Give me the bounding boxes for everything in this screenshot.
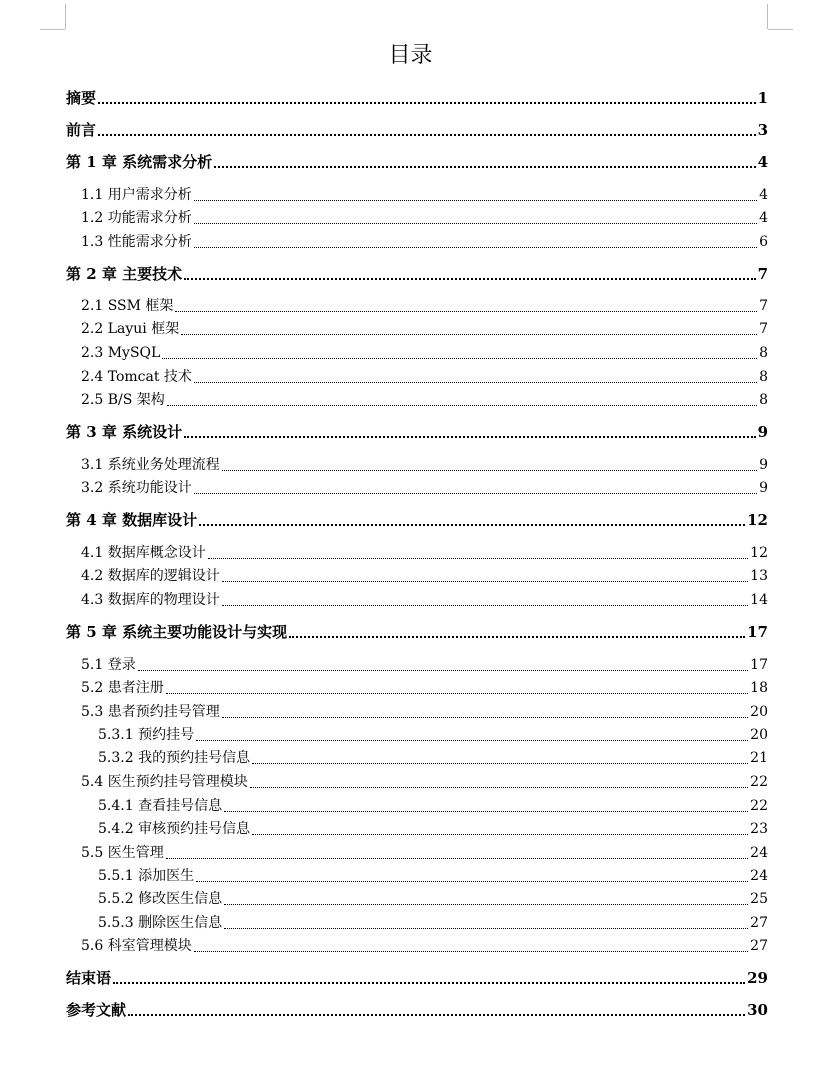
toc-page-number: 1	[757, 89, 768, 107]
toc-entry[interactable]	[66, 88, 768, 108]
toc-page-number: 9	[757, 423, 768, 441]
toc-page-number: 30	[747, 1001, 768, 1019]
toc-page-number: 29	[747, 969, 768, 987]
toc-entry-label: 4.3 数据库的物理设计	[81, 592, 220, 608]
toc-entry-label: 5.4.1 查看挂号信息	[98, 798, 223, 814]
toc-page-number: 4	[759, 210, 768, 226]
toc-dot-leader	[194, 493, 757, 494]
toc-entry-label: 参考文献	[66, 1001, 127, 1019]
toc-entry-label: 4.2 数据库的逻辑设计	[81, 568, 220, 584]
toc-entry[interactable]	[66, 390, 768, 410]
toc-dot-leader	[199, 524, 745, 526]
toc-page-number: 22	[750, 774, 768, 790]
toc-page-number: 20	[750, 704, 768, 720]
toc-page-number: 24	[750, 845, 768, 861]
toc-entry[interactable]	[66, 478, 768, 498]
toc-entry[interactable]	[66, 866, 768, 886]
toc-dot-leader	[250, 787, 748, 788]
toc-entry-label: 2.4 Tomcat 技术	[81, 369, 192, 385]
toc-page-number: 17	[750, 657, 768, 673]
toc-entry-label: 3.1 系统业务处理流程	[81, 457, 220, 473]
toc-entry-label: 5.3 患者预约挂号管理	[81, 704, 220, 720]
toc-page-number: 9	[759, 480, 768, 496]
toc-dot-leader	[222, 717, 748, 718]
toc-page-number: 17	[747, 623, 768, 641]
toc-dot-leader	[222, 581, 748, 582]
toc-entry-label: 前言	[66, 121, 97, 139]
toc-dot-leader	[194, 951, 748, 952]
toc-entry[interactable]	[66, 120, 768, 140]
toc-entry[interactable]	[66, 264, 768, 284]
toc-entry[interactable]	[66, 367, 768, 387]
toc-entry-label: 5.2 患者注册	[81, 680, 164, 696]
toc-entry[interactable]	[66, 296, 768, 316]
toc-page-number: 4	[759, 187, 768, 203]
toc-entry[interactable]	[66, 185, 768, 205]
toc-page-number: 27	[750, 938, 768, 954]
crop-mark-top-left-vertical	[65, 4, 66, 29]
toc-dot-leader	[166, 693, 748, 694]
toc-entry-label: 5.6 科室管理模块	[81, 938, 192, 954]
toc-dot-leader	[194, 382, 757, 383]
toc-page-number: 3	[757, 121, 768, 139]
toc-dot-leader	[181, 334, 757, 335]
toc-dot-leader	[138, 670, 748, 671]
toc-page-number: 13	[750, 568, 768, 584]
toc-page-number: 6	[759, 234, 768, 250]
toc-page-number: 27	[750, 915, 768, 931]
toc-entry-label: 5.5.2 修改医生信息	[98, 891, 223, 907]
toc-entry[interactable]	[66, 232, 768, 252]
toc-entry-label: 4.1 数据库概念设计	[81, 545, 206, 561]
toc-entry-label: 5.1 登录	[81, 657, 136, 673]
toc-page-number: 20	[750, 727, 768, 743]
toc-entry[interactable]	[66, 1000, 768, 1020]
toc-dot-leader	[175, 311, 757, 312]
toc-entry[interactable]	[66, 968, 768, 988]
toc-entry-label: 5.4.2 审核预约挂号信息	[98, 821, 251, 837]
toc-entry[interactable]	[66, 622, 768, 642]
toc-entry-label: 5.3.2 我的预约挂号信息	[98, 750, 251, 766]
toc-entry-label: 3.2 系统功能设计	[81, 480, 192, 496]
toc-dot-leader	[98, 102, 756, 104]
toc-entry[interactable]	[66, 343, 768, 363]
toc-entry[interactable]	[66, 819, 768, 839]
toc-dot-leader	[194, 247, 757, 248]
toc-dot-leader	[162, 358, 757, 359]
toc-dot-leader	[194, 223, 757, 224]
toc-entry[interactable]	[66, 702, 768, 722]
page-title: 目录	[388, 43, 433, 68]
toc-entry-label: 1.3 性能需求分析	[81, 234, 192, 250]
toc-entry[interactable]	[66, 510, 768, 530]
crop-mark-top-right-vertical	[767, 4, 768, 29]
toc-entry-label: 2.3 MySQL	[81, 345, 161, 361]
toc-dot-leader	[184, 278, 755, 280]
toc-entry-label: 第 3 章 系统设计	[66, 423, 183, 441]
toc-entry-label: 1.1 用户需求分析	[81, 187, 192, 203]
toc-dot-leader	[196, 881, 748, 882]
toc-page-number: 8	[759, 369, 768, 385]
toc-dot-leader	[252, 763, 748, 764]
toc-dot-leader	[222, 605, 748, 606]
toc-entry-label: 2.2 Layui 框架	[81, 321, 180, 337]
toc-dot-leader	[196, 740, 748, 741]
toc-entry[interactable]	[66, 843, 768, 863]
toc-entry[interactable]	[66, 725, 768, 745]
toc-entry[interactable]	[66, 936, 768, 956]
toc-entry[interactable]	[66, 772, 768, 792]
toc-page-number: 24	[750, 868, 768, 884]
toc-entry[interactable]	[66, 152, 768, 172]
toc-entry-label: 第 2 章 主要技术	[66, 265, 183, 283]
toc-entry-label: 5.3.1 预约挂号	[98, 727, 195, 743]
toc-dot-leader	[98, 134, 756, 136]
toc-entry-label: 2.5 B/S 架构	[81, 392, 165, 408]
toc-entry[interactable]	[66, 566, 768, 586]
toc-dot-leader	[184, 436, 755, 438]
toc-entry[interactable]	[66, 543, 768, 563]
toc-dot-leader	[224, 904, 748, 905]
toc-entry[interactable]	[66, 590, 768, 610]
toc-dot-leader	[128, 1014, 745, 1016]
toc-page-number: 12	[747, 511, 768, 529]
toc-page-number: 4	[757, 153, 768, 171]
toc-entry-label: 第 5 章 系统主要功能设计与实现	[66, 623, 288, 641]
toc-entry[interactable]	[66, 748, 768, 768]
toc-entry-label: 1.2 功能需求分析	[81, 210, 192, 226]
toc-entry[interactable]	[66, 208, 768, 228]
crop-mark-top-right-horizontal	[768, 29, 793, 30]
toc-entry-label: 5.5 医生管理	[81, 845, 164, 861]
toc-page-number: 9	[759, 457, 768, 473]
toc-page-number: 18	[750, 680, 768, 696]
toc-page-number: 7	[759, 298, 768, 314]
toc-dot-leader	[167, 405, 757, 406]
toc-page-number: 25	[750, 891, 768, 907]
toc-entry[interactable]	[66, 455, 768, 475]
toc-entry[interactable]	[66, 796, 768, 816]
toc-page-number: 14	[750, 592, 768, 608]
toc-dot-leader	[289, 636, 745, 638]
toc-dot-leader	[214, 166, 755, 168]
toc-page-number: 21	[750, 750, 768, 766]
crop-mark-top-left-horizontal	[40, 29, 65, 30]
toc-entry[interactable]	[66, 889, 768, 909]
toc-page-number: 7	[759, 321, 768, 337]
toc-page-number: 23	[750, 821, 768, 837]
toc-page-number: 12	[750, 545, 768, 561]
toc-page-number: 22	[750, 798, 768, 814]
toc-dot-leader	[208, 558, 748, 559]
toc-entry-label: 第 4 章 数据库设计	[66, 511, 198, 529]
toc-entry-label: 5.5.1 添加医生	[98, 868, 195, 884]
toc-entry-label: 摘要	[66, 89, 97, 107]
toc-dot-leader	[222, 470, 757, 471]
toc-page-number: 8	[759, 345, 768, 361]
toc-entry[interactable]	[66, 678, 768, 698]
toc-entry-label: 5.4 医生预约挂号管理模块	[81, 774, 248, 790]
toc-dot-leader	[166, 858, 748, 859]
toc-entry-label: 2.1 SSM 框架	[81, 298, 174, 314]
toc-entry[interactable]	[66, 913, 768, 933]
toc-entry[interactable]	[66, 422, 768, 442]
toc-dot-leader	[224, 928, 748, 929]
toc-entry-label: 第 1 章 系统需求分析	[66, 153, 213, 171]
toc-entry-label: 5.5.3 删除医生信息	[98, 915, 223, 931]
toc-dot-leader	[252, 834, 748, 835]
toc-entry[interactable]	[66, 655, 768, 675]
toc-dot-leader	[194, 200, 757, 201]
toc-entry[interactable]	[66, 319, 768, 339]
toc-dot-leader	[113, 982, 745, 984]
toc-page-number: 8	[759, 392, 768, 408]
toc-entry-label: 结束语	[66, 969, 112, 987]
toc-page-number: 7	[757, 265, 768, 283]
toc-dot-leader	[224, 811, 748, 812]
